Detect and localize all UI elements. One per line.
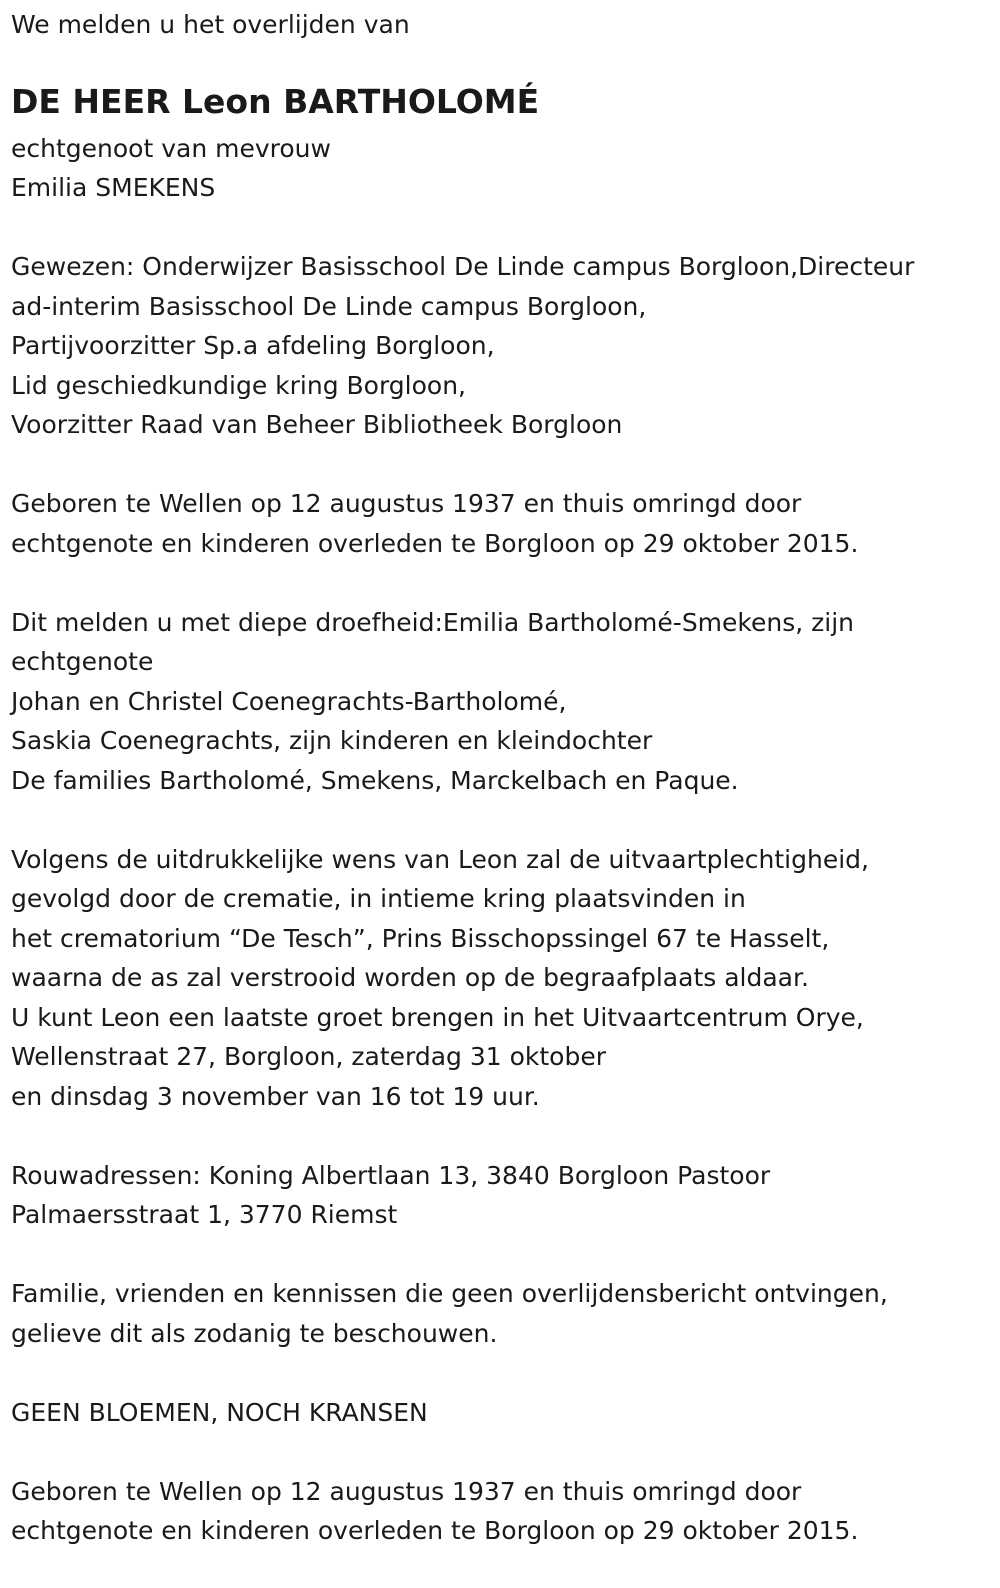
paragraph-gap [11, 208, 991, 248]
birth-death-line: echtgenote en kinderen overleden te Borgloon op 29 oktober 2015. [11, 528, 859, 558]
paragraph-gap [11, 1353, 991, 1393]
paragraph-gap [11, 563, 991, 603]
paragraph-gap [11, 445, 991, 485]
spouse-name: Emilia SMEKENS [11, 173, 216, 202]
address-line: Palmaersstraat 1, 3770 Riemst [11, 1200, 398, 1229]
intro-text: We melden u het overlijden van [11, 10, 410, 39]
family-block [11, 603, 991, 801]
spouse-block [11, 129, 991, 208]
birth-death-block [11, 484, 991, 563]
family-line: Saskia Coenegrachts, zijn kinderen en kleindochter [11, 726, 653, 755]
ceremony-line: U kunt Leon een laatste groet brengen in het Uitvaartcentrum Orye, [11, 1002, 864, 1032]
paragraph-gap [11, 1116, 991, 1156]
paragraph-gap [11, 1432, 991, 1472]
ceremony-line: gevolgd door de crematie, in intieme kring plaatsvinden in [11, 884, 746, 913]
role-line: Voorzitter Raad van Beheer Bibliotheek Borgloon [11, 410, 623, 439]
spouse-line: echtgenoot van mevrouw [11, 133, 331, 163]
paragraph-gap [11, 800, 991, 840]
ceremony-line: Wellenstraat 27, Borgloon, zaterdag 31 oktober [11, 1042, 607, 1071]
role-line: ad-interim Basisschool De Linde campus Borgloon, [11, 291, 647, 321]
birth-death-line: Geboren te Wellen op 12 augustus 1937 en thuis omringd door [11, 489, 802, 518]
ceremony-line: en dinsdag 3 november van 16 tot 19 uur. [11, 1081, 540, 1111]
address-line: Rouwadressen: Koning Albertlaan 13, 3840 Borgloon Pastoor [11, 1160, 771, 1190]
role-line: Partijvoorzitter Sp.a afdeling Borgloon, [11, 331, 495, 360]
family-line: Johan en Christel Coenegrachts-Bartholomé, [11, 686, 567, 716]
notice-block [11, 1274, 991, 1353]
addresses-block [11, 1156, 991, 1235]
family-line: De families Bartholomé, Smekens, Marckelbach en Paque. [11, 765, 739, 795]
notice-line: Familie, vrienden en kennissen die geen overlijdensbericht ontvingen, [11, 1279, 888, 1308]
ceremony-block [11, 840, 991, 1117]
obituary-notice [11, 5, 991, 1551]
ceremony-line: Volgens de uitdrukkelijke wens van Leon zal de uitvaartplechtigheid, [11, 844, 869, 874]
flowers-notice: GEEN BLOEMEN, NOCH KRANSEN [11, 1397, 428, 1427]
ceremony-line: het crematorium “De Tesch”, Prins Bisschopssingel 67 te Hasselt, [11, 923, 830, 953]
birth-death-repeat-block [11, 1472, 991, 1551]
birth-death-line: echtgenote en kinderen overleden te Borgloon op 29 oktober 2015. [11, 1516, 859, 1545]
role-line: Gewezen: Onderwijzer Basisschool De Linde campus Borgloon,Directeur [11, 252, 915, 281]
former-roles-block [11, 247, 991, 445]
birth-death-line: Geboren te Wellen op 12 augustus 1937 en thuis omringd door [11, 1476, 802, 1506]
deceased-name: DE HEER Leon BARTHOLOMÉ [11, 81, 540, 121]
notice-line: gelieve dit als zodanig te beschouwen. [11, 1318, 498, 1348]
family-line: Dit melden u met diepe droefheid:Emilia Bartholomé-Smekens, zijn [11, 607, 855, 637]
family-line: echtgenote [11, 647, 154, 676]
role-line: Lid geschiedkundige kring Borgloon, [11, 370, 467, 400]
paragraph-gap [11, 1235, 991, 1275]
ceremony-line: waarna de as zal verstrooid worden op de begraafplaats aldaar. [11, 963, 809, 992]
